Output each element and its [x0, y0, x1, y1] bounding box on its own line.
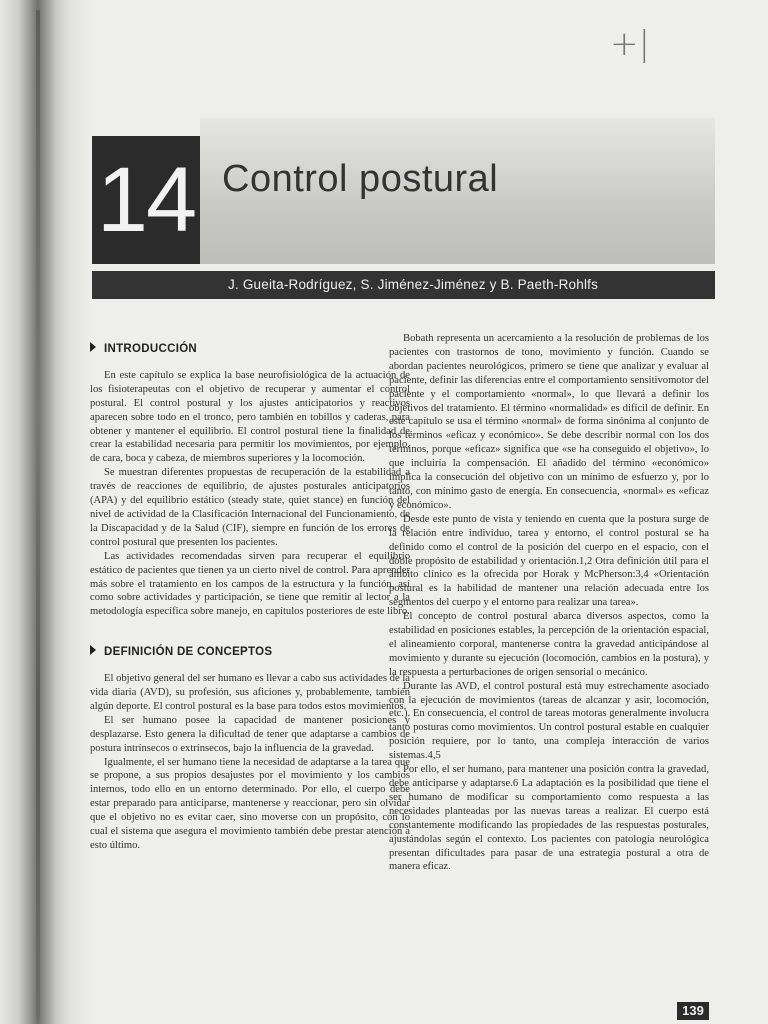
page-number: 139: [677, 1002, 709, 1020]
left-column: [90, 342, 410, 853]
paragraph: Igualmente, el ser humano tiene la necesidad de adaptarse a la tarea que se propone, a sus propios desajustes por el movimiento y los cambios internos, todo ello en un entorno determinado. Por ello, el cuerpo debe estar preparado para anticiparse, mantenerse y reaccionar, pero sin olvidar que el objetivo no es evitar caer, sino moverse con un propósito, con lo cual el sistema que asegura el movimiento también debe prestar atención a esto último.: [90, 756, 410, 851]
paragraph: Bobath representa un acercamiento a la resolución de problemas de los pacientes con trastornos de tono, movimiento y función. Cuando se abordan pacientes neurológicos, primero se tiene que analizar y evaluar al paciente, definir las diferencias entre el comportamiento sensitivomotor del paciente y el comportamiento «normal», lo que llevará a definir los objetivos del tratamiento. El término «normalidad» es difícil de definir. En este capítulo se usa el término «normal» de forma sinónima al conjunto de los términos «eficaz y económico». Se debe describir normal con los dos términos, porque «eficaz» significa que «se ha conseguido el objetivo», lo que incluiría la compensación. El añadido del término «económico» implica la consecución del objetivo con un mínimo de esfuerzo y, por lo tanto, con mínimo gasto de energía. En consecuencia, «normal» es «eficaz y económico».: [389, 333, 709, 511]
section-heading-introduccion: INTRODUCCIÓN: [90, 342, 410, 357]
handwritten-mark: +|: [610, 24, 650, 64]
paragraph: El objetivo general del ser humano es llevar a cabo sus actividades de la vida diaria (AVD), su profesión, sus aficiones y, probablemente, también algún deporte. El control postural es la base para todos estos movimientos.: [90, 673, 410, 712]
triangle-bullet-icon: [90, 645, 96, 655]
chapter-number: 14: [96, 149, 196, 251]
triangle-bullet-icon: [90, 342, 96, 352]
chapter-authors: J. Gueita-Rodríguez, S. Jiménez-Jiménez y B. Paeth-Rohlfs: [228, 277, 599, 292]
paragraph: Se muestran diferentes propuestas de recuperación de la estabilidad a través de reacciones de equilibrio, de ajustes posturales anticipatorios (APA) y del equilibrio estático (steady state, quiet stance) en función del nivel de actividad de la Clasificación Internacional del Funcionamiento, de la Discapacidad y de la Salud (CIF), siempre en función de los errores de control postural que presenten los pacientes.: [90, 467, 410, 548]
paragraph: Durante las AVD, el control postural está muy estrechamente asociado con la ejecución de movimientos (tareas de alcanzar y asir, locomoción, etc.). En consecuencia, el control de tareas motoras generalmente involucra tanto posturas como movimientos. Un control postural estable en cualquier posición requiere, por lo tanto, una compleja interacción de varios sistemas.4,5: [389, 680, 709, 762]
right-column: [389, 332, 709, 874]
paragraph: En este capítulo se explica la base neurofisiológica de la actuación de los fisioterapeutas con el objetivo de recuperar y aumentar el control postural. El control postural y los ajustes anticipatorios y reactivos aparecen sobre todo en el tronco, pero también en tobillos y caderas, para obtener y mantener el equilibrio. El control postural tiene la finalidad de crear la estabilidad necesaria para permitir los movimientos, por ejemplo, de cara, boca y cabeza, de miembros superiores y la locomoción.: [90, 369, 410, 465]
section-heading-definicion: DEFINICIÓN DE CONCEPTOS: [90, 645, 410, 660]
paragraph: El ser humano posee la capacidad de mantener posiciones y desplazarse. Esto genera la dificultad de tener que adaptarse a cambios de postura intrínsecos o extrínsecos, bajo la influencia de la gravedad.: [90, 714, 410, 754]
paragraph: Por ello, el ser humano, para mantener una posición contra la gravedad, debe anticiparse y adaptarse.6 La adaptación es la posibilidad que tiene el ser humano de modificar su comportamiento como respuesta a las necesidades planteadas por las nuevas tareas a realizar. El cuerpo está constantemente modificando las propiedades de las respuestas posturales, ajustándolas según el contexto. Los pacientes con patología neurológica presentan dificultades para pasar de una estrategia postural a otra de manera eficaz.: [389, 764, 709, 873]
chapter-title: Control postural: [222, 158, 499, 200]
paragraph: Desde este punto de vista y teniendo en cuenta que la postura surge de la relación entre individuo, tarea y entorno, el control postural se ha definido como el control de la posición del cuerpo en el espacio, con el doble propósito de estabilidad y orientación.1,2 Otra definición útil para el ámbito clínico es la ofrecida por Horak y McPherson:3,4 «Orientación postural es la habilidad de mantener una relación adecuada entre los segmentos del cuerpo y el entorno para realizar una tarea».: [389, 513, 709, 609]
book-binding-shadow: [0, 0, 92, 1024]
paragraph: Las actividades recomendadas sirven para recuperar el equilibrio estático de pacientes que tienen ya un cierto nivel de control. Para aprender más sobre el tratamiento en los campos de la estructura y la función, así como sobre actividades y participación, se tiene que remitir al lector a la metodología específica sobre manejo, en capítulos posteriores de este libro.: [90, 550, 410, 618]
binding-line: [36, 10, 40, 1020]
paragraph: El concepto de control postural abarca diversos aspectos, como la estabilidad en posiciones estables, la percepción de la orientación espacial, el alineamiento corporal, mantenerse contra la gravedad anticipándose al movimiento y durante su ejecución (locomoción, cambios en la postura), y la respuesta a perturbaciones de origen sensorial o mecánico.: [389, 611, 709, 678]
